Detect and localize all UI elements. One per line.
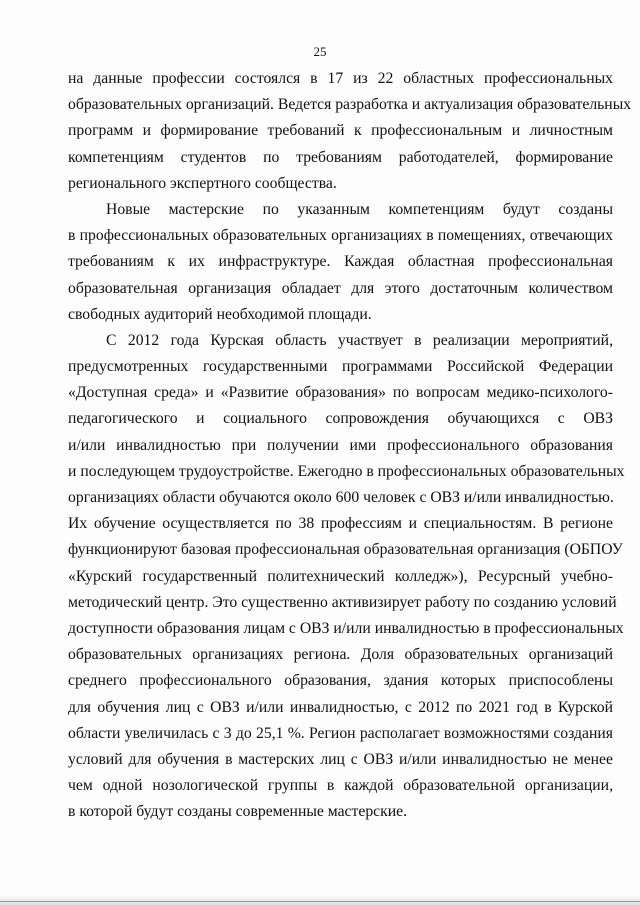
- text-line: образовательная организация обладает для этого достаточным количеством: [68, 279, 613, 297]
- text-line: и/или инвалидностью при получении ими профессионального образования: [68, 436, 613, 454]
- page-edge-line: [0, 901, 640, 902]
- text-line: образовательных организаций. Ведется разработка и актуализация образовательных: [68, 96, 632, 114]
- text-line: Их обучение осуществляется по 38 профессиям и специальностям. В регионе: [68, 515, 613, 533]
- text-line: в профессиональных образовательных организациях в помещениях, отвечающих: [68, 227, 613, 245]
- text-line: компетенциям студентов по требованиям работодателей, формирование: [68, 148, 613, 166]
- paragraph: [68, 197, 613, 328]
- text-line: в которой будут созданы современные мастерские.: [68, 803, 408, 821]
- text-line: образовательных организациях региона. Доля образовательных организаций: [68, 646, 613, 664]
- text-line: и последующем трудоустройстве. Ежегодно в профессиональных образовательных: [68, 462, 625, 480]
- text-line: Новые мастерские по указанным компетенциям будут созданы: [106, 200, 613, 218]
- text-line: среднего профессионального образования, здания которых приспособлены: [68, 672, 613, 690]
- text-line: «Курский государственный политехнический колледж»), Ресурсный учебно-: [68, 567, 613, 585]
- text-line: педагогического и социального сопровождения обучающихся с ОВЗ: [68, 410, 613, 428]
- text-line: требованиям к их инфраструктуре. Каждая областная профессиональная: [68, 253, 613, 271]
- page-edge-shadow: [0, 895, 640, 905]
- paragraph: [68, 66, 632, 197]
- text-line: для обучения лиц с ОВЗ и/или инвалидностью, с 2012 по 2021 год в Курской: [68, 698, 613, 716]
- text-line: условий для обучения в мастерских лиц с ОВЗ и/или инвалидностью не менее: [68, 750, 613, 768]
- text-line: на данные профессии состоялся в 17 из 22 областных профессиональных: [68, 70, 613, 87]
- body-text: [68, 66, 632, 825]
- text-line: программ и формирование требований к профессиональным и личностным: [68, 122, 613, 140]
- text-line: функционируют базовая профессиональная образовательная организация (ОБПОУ: [68, 541, 623, 559]
- text-line: методический центр. Это существенно активизирует работу по созданию условий: [68, 593, 617, 611]
- page-number: 25: [313, 44, 327, 59]
- text-line: предусмотренных государственными программами Российской Федерации: [68, 358, 613, 376]
- text-line: организациях области обучаются около 600 человек с ОВЗ и/или инвалидностью.: [68, 489, 614, 506]
- text-line: доступности образования лицам с ОВЗ и/или инвалидностью в профессиональных: [68, 619, 624, 637]
- text-line: чем одной нозологической группы в каждой образовательной организации,: [68, 777, 613, 795]
- text-line: регионального экспертного сообщества.: [68, 174, 337, 192]
- text-line: свободных аудиторий необходимой площади.: [68, 305, 372, 323]
- text-line: С 2012 года Курская область участвует в реализации мероприятий,: [106, 331, 613, 349]
- text-line: «Доступная среда» и «Развитие образования» по вопросам медико-психолого-: [68, 384, 613, 402]
- text-line: области увеличилась с 3 до 25,1 %. Регион располагает возможностями создания: [68, 724, 613, 742]
- paragraph: [68, 328, 625, 826]
